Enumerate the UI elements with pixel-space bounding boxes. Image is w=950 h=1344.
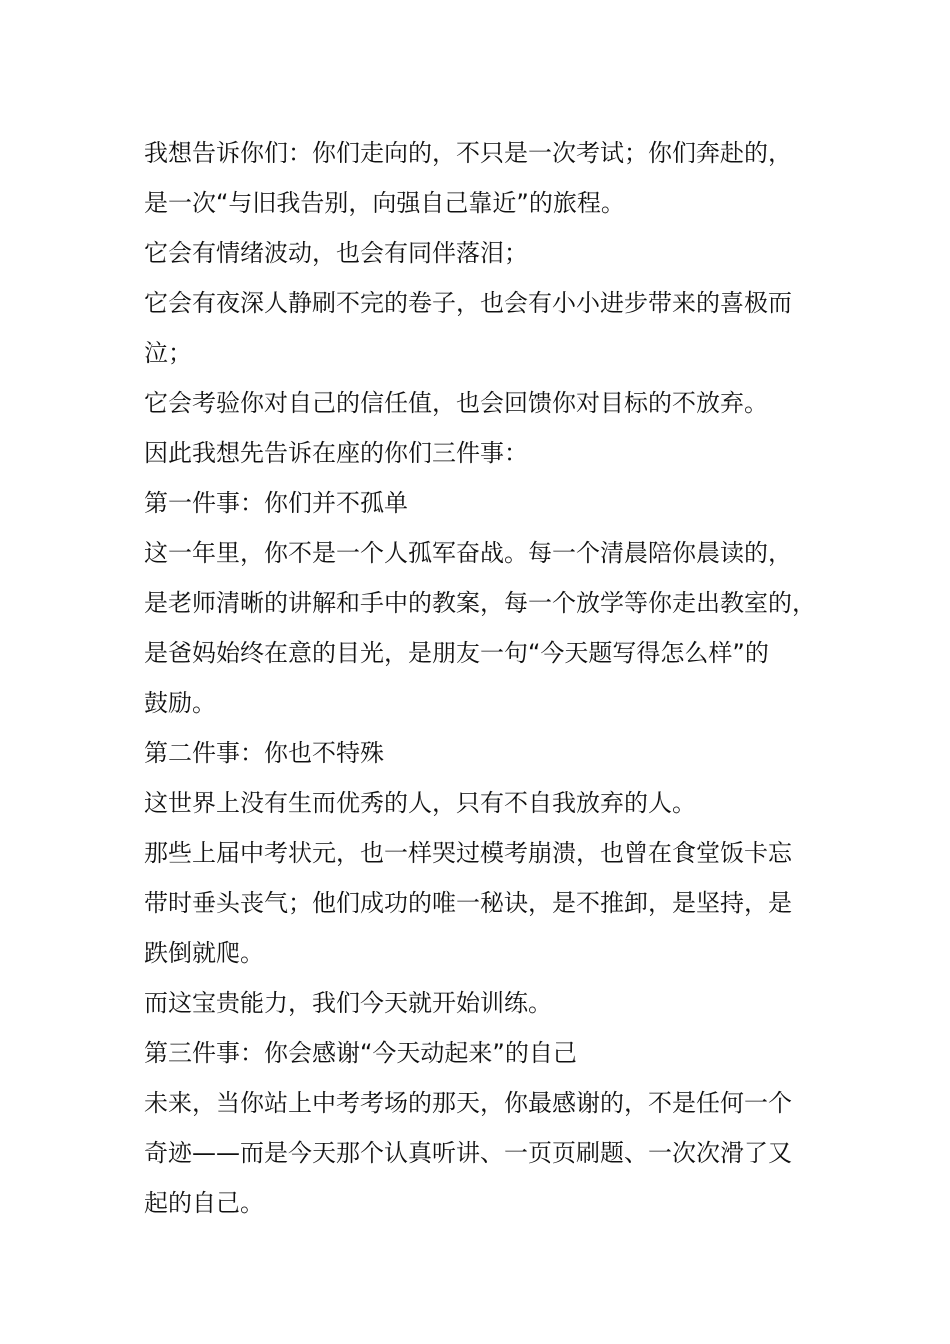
text-line: 而这宝贵能力，我们今天就开始训练。 <box>144 989 552 1017</box>
text-line: 这世界上没有生而优秀的人，只有不自我放弃的人。 <box>144 789 696 817</box>
text-line: 跌倒就爬。 <box>144 939 264 967</box>
text-line: 泣； <box>144 339 192 367</box>
text-line: 起的自己。 <box>144 1189 264 1217</box>
text-line: 鼓励。 <box>144 689 216 717</box>
text-line: 带时垂头丧气；他们成功的唯一秘诀，是不推卸，是坚持，是 <box>144 889 792 917</box>
text-line: 它会有夜深人静刷不完的卷子，也会有小小进步带来的喜极而 <box>144 289 792 317</box>
text-line: 奇迹——而是今天那个认真听讲、一页页刷题、一次次滑了又 <box>144 1139 792 1167</box>
section-heading-third: 第三件事：你会感谢“今天动起来”的自己 <box>144 1039 577 1067</box>
text-line: 是一次“与旧我告别，向强自己靠近”的旅程。 <box>144 189 625 217</box>
section-heading-first: 第一件事：你们并不孤单 <box>144 489 408 517</box>
text-line: 是爸妈始终在意的目光，是朋友一句“今天题写得怎么样”的 <box>144 639 769 667</box>
text-line: 它会有情绪波动，也会有同伴落泪； <box>144 239 528 267</box>
text-line: 它会考验你对自己的信任值，也会回馈你对目标的不放弃。 <box>144 389 768 417</box>
text-line: 未来，当你站上中考考场的那天，你最感谢的，不是任何一个 <box>144 1089 792 1117</box>
text-line: 那些上届中考状元，也一样哭过模考崩溃，也曾在食堂饭卡忘 <box>144 839 792 867</box>
text-line: 是老师清晰的讲解和手中的教案，每一个放学等你走出教室的， <box>144 589 816 617</box>
text-line: 因此我想先告诉在座的你们三件事： <box>144 439 528 467</box>
speech-text-body <box>144 128 844 1228</box>
section-heading-second: 第二件事：你也不特殊 <box>144 739 384 767</box>
text-line: 我想告诉你们：你们走向的，不只是一次考试；你们奔赴的， <box>144 139 792 167</box>
text-line: 这一年里，你不是一个人孤军奋战。每一个清晨陪你晨读的， <box>144 539 792 567</box>
